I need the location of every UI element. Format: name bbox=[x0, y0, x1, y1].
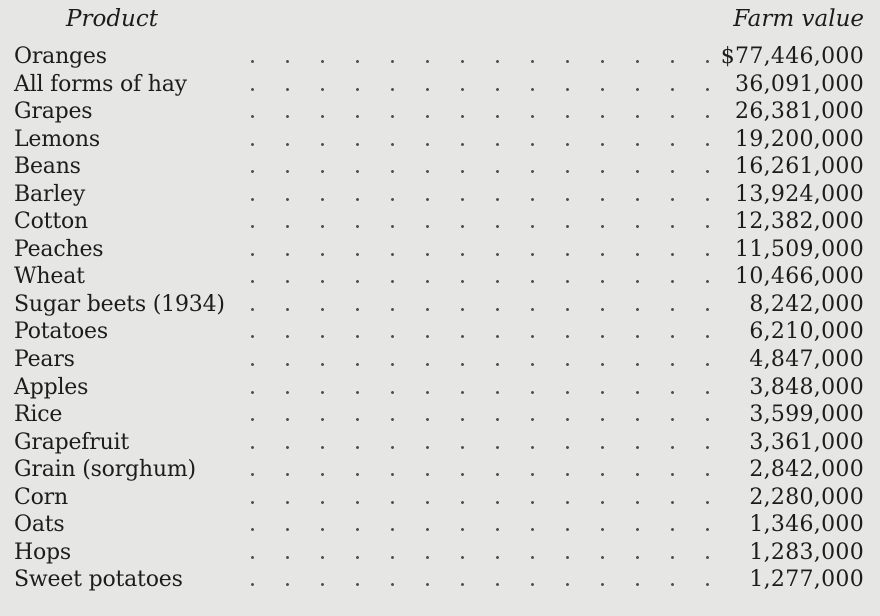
table-row bbox=[0, 291, 880, 319]
product-name: Pears bbox=[14, 347, 79, 372]
column-header-product: Product bbox=[66, 6, 158, 32]
product-name: Rice bbox=[14, 402, 66, 427]
dot-leader bbox=[235, 208, 715, 235]
dot-leader bbox=[235, 566, 715, 593]
product-name: Oats bbox=[14, 512, 68, 537]
dot-leader bbox=[235, 484, 715, 511]
table-row bbox=[0, 236, 880, 264]
dot-leader bbox=[235, 511, 715, 538]
farm-value: 13,924,000 bbox=[729, 181, 864, 208]
dot-leader bbox=[235, 98, 715, 125]
farm-value: 3,848,000 bbox=[743, 374, 864, 401]
table-header bbox=[0, 4, 880, 34]
product-name: Corn bbox=[14, 485, 72, 510]
table-row bbox=[0, 43, 880, 71]
farm-value: 1,277,000 bbox=[743, 566, 864, 593]
farm-value: 16,261,000 bbox=[729, 153, 864, 180]
dot-leader bbox=[235, 263, 715, 290]
dot-leader bbox=[235, 236, 715, 263]
dot-leader bbox=[235, 181, 715, 208]
product-name: Oranges bbox=[14, 44, 111, 69]
product-name: Barley bbox=[14, 182, 89, 207]
table-row bbox=[0, 181, 880, 209]
table-row bbox=[0, 374, 880, 402]
table-row bbox=[0, 318, 880, 346]
product-name: Cotton bbox=[14, 209, 92, 234]
dot-leader bbox=[235, 43, 715, 70]
table-row bbox=[0, 126, 880, 154]
farm-value: 11,509,000 bbox=[729, 236, 864, 263]
farm-value: 26,381,000 bbox=[729, 98, 864, 125]
farm-value: 2,842,000 bbox=[743, 456, 864, 483]
table-body bbox=[0, 43, 880, 594]
farm-value: 12,382,000 bbox=[729, 208, 864, 235]
farm-value: 4,847,000 bbox=[743, 346, 864, 373]
dot-leader bbox=[235, 126, 715, 153]
product-name: Grapefruit bbox=[14, 430, 133, 455]
product-name: Hops bbox=[14, 540, 75, 565]
table-row bbox=[0, 566, 880, 594]
product-name: Sweet potatoes bbox=[14, 567, 187, 592]
farm-value: 2,280,000 bbox=[743, 484, 864, 511]
dot-leader bbox=[235, 71, 715, 98]
table-row bbox=[0, 511, 880, 539]
table-row bbox=[0, 429, 880, 457]
product-name: Potatoes bbox=[14, 319, 112, 344]
product-name: Grain (sorghum) bbox=[14, 457, 200, 482]
dot-leader bbox=[235, 539, 715, 566]
table-row bbox=[0, 346, 880, 374]
table-row bbox=[0, 401, 880, 429]
dot-leader bbox=[235, 429, 715, 456]
table-row bbox=[0, 484, 880, 512]
table-row bbox=[0, 456, 880, 484]
dot-leader bbox=[235, 318, 715, 345]
dot-leader bbox=[235, 291, 715, 318]
dot-leader bbox=[235, 401, 715, 428]
farm-value: $77,446,000 bbox=[715, 43, 864, 70]
product-name: Wheat bbox=[14, 264, 89, 289]
product-name: All forms of hay bbox=[14, 72, 191, 97]
farm-value: 1,283,000 bbox=[743, 539, 864, 566]
product-name: Grapes bbox=[14, 99, 96, 124]
table-row bbox=[0, 208, 880, 236]
product-name: Lemons bbox=[14, 127, 104, 152]
farm-value: 1,346,000 bbox=[743, 511, 864, 538]
farm-value: 36,091,000 bbox=[729, 71, 864, 98]
product-name: Apples bbox=[14, 375, 92, 400]
dot-leader bbox=[235, 346, 715, 373]
table-row bbox=[0, 153, 880, 181]
table-row bbox=[0, 263, 880, 291]
farm-value: 19,200,000 bbox=[729, 126, 864, 153]
table-row bbox=[0, 98, 880, 126]
farm-value: 6,210,000 bbox=[743, 318, 864, 345]
dot-leader bbox=[235, 153, 715, 180]
product-name: Sugar beets (1934) bbox=[14, 292, 229, 317]
column-header-farm-value: Farm value bbox=[733, 6, 864, 32]
table-row bbox=[0, 539, 880, 567]
farm-value: 3,361,000 bbox=[743, 429, 864, 456]
farm-value: 10,466,000 bbox=[729, 263, 864, 290]
product-name: Peaches bbox=[14, 237, 107, 262]
farm-value: 3,599,000 bbox=[743, 401, 864, 428]
dot-leader bbox=[235, 456, 715, 483]
dot-leader bbox=[235, 374, 715, 401]
product-name: Beans bbox=[14, 154, 85, 179]
table-row bbox=[0, 71, 880, 99]
farm-value: 8,242,000 bbox=[743, 291, 864, 318]
